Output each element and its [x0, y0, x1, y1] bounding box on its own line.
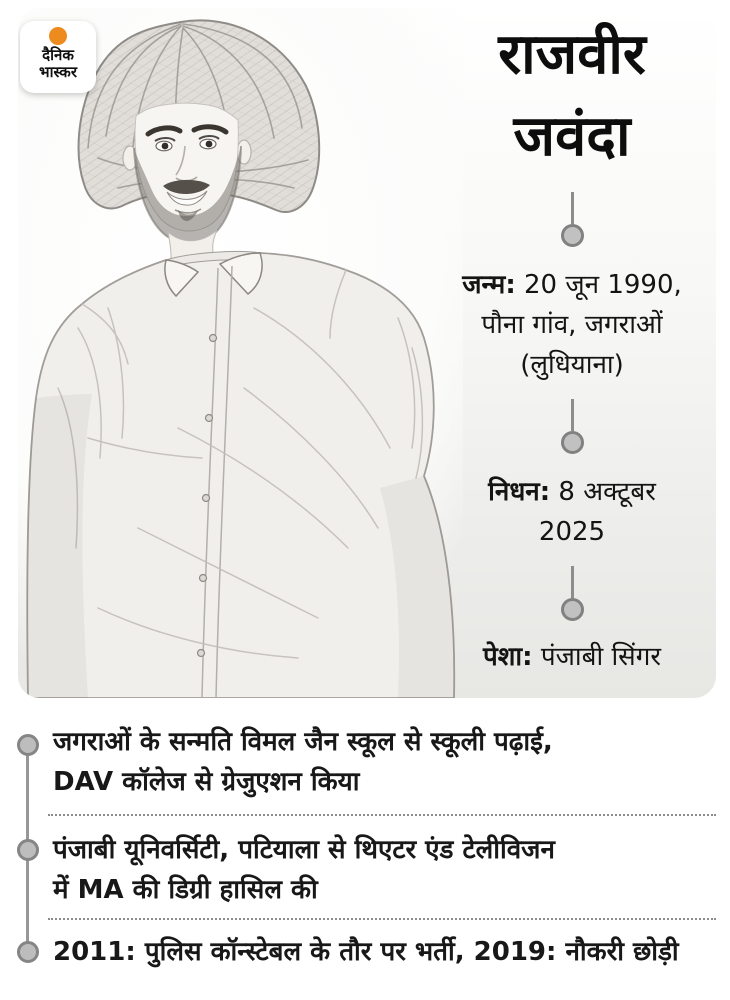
- birth-line2: पौना गांव, जगराओं: [481, 310, 663, 340]
- logo-text-line2: भास्कर: [39, 63, 77, 81]
- fact-line: जगराओं के सन्मति विमल जैन स्कूल से स्कूली पढ़ाई,: [53, 727, 553, 757]
- fact-line: पंजाबी यूनिवर्सिटी, पटियाला से थिएटर एंड टेलीविजन: [53, 835, 555, 865]
- dotted-divider: [48, 918, 716, 920]
- fact-line: DAV कॉलेज से ग्रेजुएशन किया: [53, 767, 360, 797]
- timeline-dot: [561, 431, 584, 454]
- portrait-sketch: [18, 8, 463, 698]
- birth-line3: (लुधियाना): [520, 350, 624, 380]
- fact-line: में MA की डिग्री हासिल की: [53, 875, 318, 905]
- death-line1: 8 अक्टूबर: [558, 477, 656, 507]
- profession-info: [483, 637, 661, 677]
- title-line1: राजवीर: [498, 22, 646, 87]
- death-label: निधन:: [488, 477, 551, 507]
- fact-item-education-school: [53, 722, 716, 802]
- profession-label: पेशा:: [482, 642, 533, 672]
- timeline-dot: [561, 224, 584, 247]
- death-line2: 2025: [538, 517, 606, 547]
- dotted-divider: [48, 814, 716, 816]
- timeline-stem: [571, 192, 574, 224]
- timeline-dot: [561, 598, 584, 621]
- fact-item-education-ma: [53, 830, 716, 910]
- fact-item-police-career: [53, 932, 716, 972]
- fact-bullet-dot: [17, 941, 39, 963]
- timeline-stem: [571, 566, 574, 598]
- birth-info: [462, 265, 682, 385]
- profession-value: पंजाबी सिंगर: [540, 642, 662, 672]
- fact-bullet-dot: [17, 734, 39, 756]
- fact-bullet-dot: [17, 839, 39, 861]
- profile-card: [18, 8, 716, 698]
- birth-line1: 20 जून 1990,: [524, 270, 682, 300]
- logo-sun-icon: [49, 27, 67, 45]
- page-title: [498, 14, 646, 178]
- title-line2: जवंदा: [513, 104, 631, 169]
- timeline-connector: [561, 399, 584, 454]
- profile-info-column: [438, 8, 706, 698]
- logo-text-line1: दैनिक: [42, 46, 74, 64]
- birth-label: जन्म:: [462, 270, 516, 300]
- death-info: [488, 472, 656, 552]
- timeline-connector: [561, 192, 584, 247]
- timeline-connector: [561, 566, 584, 621]
- timeline-stem: [571, 399, 574, 431]
- dainik-bhaskar-logo: [20, 21, 96, 93]
- fact-line: 2011: पुलिस कॉन्स्टेबल के तौर पर भर्ती, 2019: नौकरी छोड़ी: [53, 937, 679, 967]
